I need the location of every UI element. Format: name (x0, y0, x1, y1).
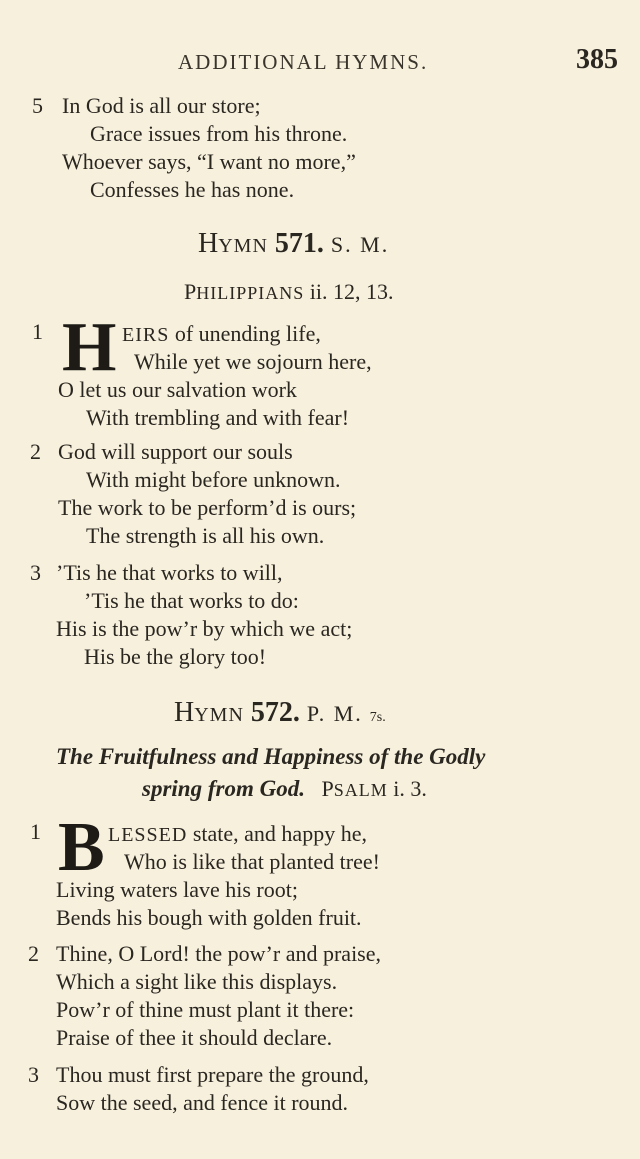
verse-line: Living waters lave his root; (56, 877, 298, 902)
ref-book-rest: SALM (333, 780, 388, 800)
hymn-title (174, 697, 386, 729)
ref-book-initial: P (321, 776, 334, 801)
hymn-meter-small: 7s. (369, 710, 386, 725)
verse-line: O let us our salvation work (58, 377, 297, 402)
subtitle-and-reference (142, 776, 427, 802)
verse-line: While yet we sojourn here, (134, 349, 372, 374)
verse-line: Grace issues from his throne. (90, 121, 348, 146)
verse-line: Praise of thee it should declare. (56, 1025, 333, 1050)
verse-line: With trembling and with fear! (86, 405, 350, 430)
hymn-meter: P. M. (306, 701, 363, 726)
verse-line: Sow the seed, and fence it round. (56, 1090, 349, 1115)
hymn-word-rest: YMN (218, 235, 268, 257)
stanza-number: 1 (32, 319, 43, 344)
stanza-number: 2 (30, 439, 41, 464)
stanza-number: 3 (28, 1062, 39, 1087)
verse-line: ’Tis he that works to do: (84, 588, 299, 613)
verse-line: Pow’r of thine must plant it there: (56, 997, 355, 1022)
hymn-word-initial: H (174, 697, 195, 728)
verse-line: His be the glory too! (84, 644, 267, 669)
first-word-caps: EIRS (122, 324, 170, 346)
page-number: 385 (576, 44, 618, 75)
hymn-subtitle: The Fruitfulness and Happiness of the Godly (56, 744, 486, 769)
page-header (0, 44, 640, 84)
stanza-number: 5 (32, 93, 43, 118)
hymn-word-rest: YMN (194, 704, 244, 726)
drop-cap: B (58, 809, 105, 886)
first-word-caps: LESSED (108, 824, 188, 846)
verse-line: ’Tis he that works to will, (56, 560, 283, 585)
verse-line (108, 820, 367, 849)
running-title: ADDITIONAL HYMNS. (178, 50, 429, 74)
drop-cap: H (62, 309, 117, 386)
verse-line: The work to be perform’d is ours; (58, 495, 357, 520)
verse-line: Thou must first prepare the ground, (56, 1062, 369, 1087)
stanza-number: 1 (30, 819, 41, 844)
hymn-number: 572. (250, 697, 300, 728)
ref-chapter-verse: i. 3. (393, 776, 427, 801)
hymn-subtitle-line2: spring from God. (142, 776, 305, 801)
hymn-number: 571. (274, 228, 324, 259)
ref-chapter-verse: ii. 12, 13. (309, 279, 394, 304)
first-line-rest: of unending life, (169, 321, 321, 346)
verse-line: With might before unknown. (86, 467, 341, 492)
verse-line: Who is like that planted tree! (124, 849, 380, 874)
verse-line: His is the pow’r by which we act; (56, 616, 353, 641)
scripture-reference (184, 279, 394, 305)
hymn-meter: S. M. (330, 232, 390, 257)
ref-book-initial: P (184, 279, 197, 304)
verse-line: God will support our souls (58, 439, 293, 464)
first-line-rest: state, and happy he, (187, 821, 367, 846)
verse-line: Which a sight like this displays. (56, 969, 338, 994)
hymn-title (198, 228, 389, 260)
verse-line: Confesses he has none. (90, 177, 295, 202)
verse-line: The strength is all his own. (86, 523, 325, 548)
verse-line: In God is all our store; (62, 93, 261, 118)
ref-book-rest: HILIPPIANS (196, 283, 305, 303)
verse-line (122, 320, 321, 349)
verse-line: Whoever says, “I want no more,” (62, 149, 356, 174)
hymn-word-initial: H (198, 228, 219, 259)
verse-line: Bends his bough with golden fruit. (56, 905, 362, 930)
stanza-number: 2 (28, 941, 39, 966)
verse-line: Thine, O Lord! the pow’r and praise, (56, 941, 382, 966)
stanza-number: 3 (30, 560, 41, 585)
